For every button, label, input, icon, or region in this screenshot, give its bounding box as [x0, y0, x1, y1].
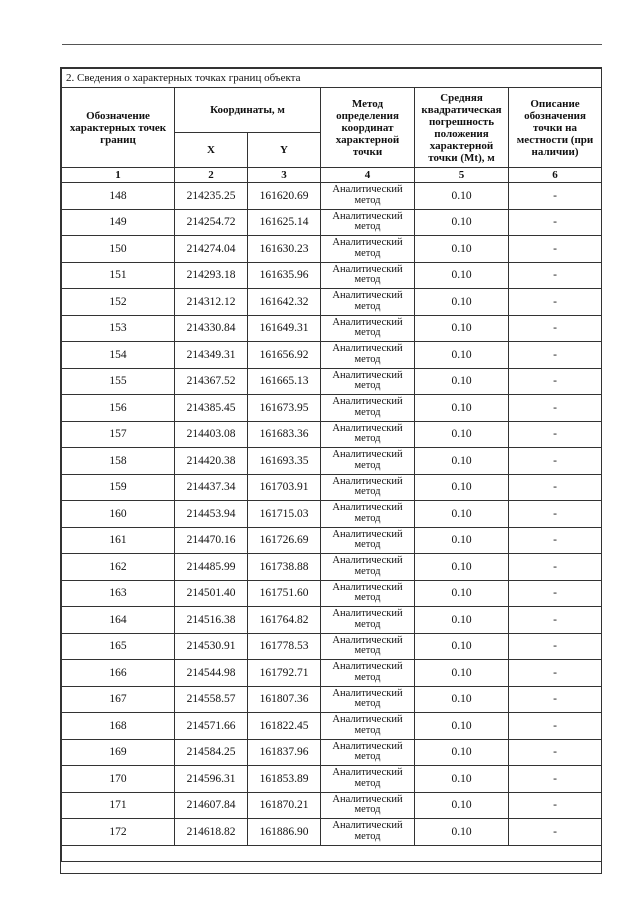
point-number-cell: 150	[62, 236, 175, 263]
method-line-2: метод	[354, 380, 381, 392]
header-method: Метод определения координат характерной точки	[321, 88, 415, 168]
description-cell: -	[509, 527, 602, 554]
x-coordinate-cell: 214437.34	[175, 474, 248, 501]
description-cell: -	[509, 315, 602, 342]
points-table-frame	[60, 67, 602, 874]
point-number-cell: 152	[62, 289, 175, 316]
y-coordinate-cell: 161649.31	[248, 315, 321, 342]
x-coordinate-cell: 214596.31	[175, 766, 248, 793]
method-line-2: метод	[354, 459, 381, 471]
description-cell: -	[509, 395, 602, 422]
description-cell: -	[509, 448, 602, 475]
method-line-2: метод	[354, 539, 381, 551]
y-coordinate-cell: 161778.53	[248, 633, 321, 660]
method-cell	[321, 607, 415, 634]
point-number-cell: 157	[62, 421, 175, 448]
accuracy-cell: 0.10	[415, 368, 509, 395]
method-line-2: метод	[354, 698, 381, 710]
description-cell: -	[509, 739, 602, 766]
method-cell	[321, 660, 415, 687]
point-number-cell: 158	[62, 448, 175, 475]
method-cell	[321, 633, 415, 660]
accuracy-cell: 0.10	[415, 607, 509, 634]
table-row	[62, 686, 602, 713]
x-coordinate-cell: 214420.38	[175, 448, 248, 475]
method-cell	[321, 368, 415, 395]
method-line-1: Аналитический	[332, 555, 403, 567]
method-line-2: метод	[354, 592, 381, 604]
method-line-2: метод	[354, 353, 381, 365]
description-cell: -	[509, 474, 602, 501]
accuracy-cell: 0.10	[415, 501, 509, 528]
column-number: 6	[509, 168, 602, 183]
method-line-2: метод	[354, 274, 381, 286]
y-coordinate-cell: 161853.89	[248, 766, 321, 793]
x-coordinate-cell: 214584.25	[175, 739, 248, 766]
method-line-1: Аналитический	[332, 528, 403, 540]
method-cell	[321, 580, 415, 607]
x-coordinate-cell: 214501.40	[175, 580, 248, 607]
table-row	[62, 501, 602, 528]
description-cell: -	[509, 342, 602, 369]
y-coordinate-cell: 161656.92	[248, 342, 321, 369]
method-line-2: метод	[354, 247, 381, 259]
point-number-cell: 163	[62, 580, 175, 607]
table-row	[62, 236, 602, 263]
table-row	[62, 209, 602, 236]
x-coordinate-cell: 214254.72	[175, 209, 248, 236]
column-number: 5	[415, 168, 509, 183]
method-line-1: Аналитический	[332, 634, 403, 646]
table-row	[62, 713, 602, 740]
header-coordinates: Координаты, м	[175, 88, 321, 133]
accuracy-cell: 0.10	[415, 474, 509, 501]
y-coordinate-cell: 161683.36	[248, 421, 321, 448]
point-number-cell: 154	[62, 342, 175, 369]
y-coordinate-cell: 161837.96	[248, 739, 321, 766]
table-row	[62, 342, 602, 369]
x-coordinate-cell: 214485.99	[175, 554, 248, 581]
method-line-1: Аналитический	[332, 343, 403, 355]
point-number-cell: 155	[62, 368, 175, 395]
table-row	[62, 474, 602, 501]
method-cell	[321, 527, 415, 554]
y-coordinate-cell: 161870.21	[248, 792, 321, 819]
point-number-cell: 172	[62, 819, 175, 846]
accuracy-cell: 0.10	[415, 209, 509, 236]
method-line-1: Аналитический	[332, 263, 403, 275]
table-row	[62, 527, 602, 554]
method-cell	[321, 448, 415, 475]
accuracy-cell: 0.10	[415, 289, 509, 316]
table-row	[62, 395, 602, 422]
y-coordinate-cell: 161738.88	[248, 554, 321, 581]
x-coordinate-cell: 214349.31	[175, 342, 248, 369]
method-line-1: Аналитический	[332, 422, 403, 434]
method-cell	[321, 713, 415, 740]
accuracy-cell: 0.10	[415, 421, 509, 448]
point-number-cell: 165	[62, 633, 175, 660]
accuracy-cell: 0.10	[415, 315, 509, 342]
points-table-body	[62, 183, 602, 846]
x-coordinate-cell: 214235.25	[175, 183, 248, 210]
method-line-1: Аналитический	[332, 767, 403, 779]
y-coordinate-cell: 161673.95	[248, 395, 321, 422]
description-cell: -	[509, 554, 602, 581]
method-line-2: метод	[354, 433, 381, 445]
method-line-2: метод	[354, 194, 381, 206]
description-cell: -	[509, 580, 602, 607]
table-row	[62, 183, 602, 210]
method-line-1: Аналитический	[332, 661, 403, 673]
point-number-cell: 169	[62, 739, 175, 766]
accuracy-cell: 0.10	[415, 554, 509, 581]
method-line-2: метод	[354, 671, 381, 683]
description-cell: -	[509, 236, 602, 263]
method-line-2: метод	[354, 830, 381, 842]
description-cell: -	[509, 368, 602, 395]
method-line-1: Аналитический	[332, 184, 403, 196]
boundary-points-table	[61, 68, 602, 862]
y-coordinate-cell: 161620.69	[248, 183, 321, 210]
x-coordinate-cell: 214470.16	[175, 527, 248, 554]
table-row	[62, 792, 602, 819]
x-coordinate-cell: 214274.04	[175, 236, 248, 263]
x-coordinate-cell: 214516.38	[175, 607, 248, 634]
table-row	[62, 580, 602, 607]
point-number-cell: 168	[62, 713, 175, 740]
accuracy-cell: 0.10	[415, 183, 509, 210]
method-line-2: метод	[354, 618, 381, 630]
column-number: 2	[175, 168, 248, 183]
method-line-1: Аналитический	[332, 210, 403, 222]
method-line-2: метод	[354, 751, 381, 763]
y-coordinate-cell: 161635.96	[248, 262, 321, 289]
y-coordinate-cell: 161886.90	[248, 819, 321, 846]
method-line-2: метод	[354, 565, 381, 577]
method-line-1: Аналитический	[332, 502, 403, 514]
y-coordinate-cell: 161642.32	[248, 289, 321, 316]
method-line-2: метод	[354, 804, 381, 816]
method-cell	[321, 342, 415, 369]
method-cell	[321, 739, 415, 766]
method-cell	[321, 289, 415, 316]
point-number-cell: 159	[62, 474, 175, 501]
section-title: 2. Сведения о характерных точках границ объекта	[62, 69, 602, 88]
method-line-1: Аналитический	[332, 449, 403, 461]
x-coordinate-cell: 214293.18	[175, 262, 248, 289]
accuracy-cell: 0.10	[415, 686, 509, 713]
header-description: Описание обозначения точки на местности (при наличии)	[509, 88, 602, 168]
column-number: 1	[62, 168, 175, 183]
table-row	[62, 448, 602, 475]
x-coordinate-cell: 214607.84	[175, 792, 248, 819]
table-row	[62, 607, 602, 634]
method-cell	[321, 501, 415, 528]
description-cell: -	[509, 289, 602, 316]
point-number-cell: 161	[62, 527, 175, 554]
accuracy-cell: 0.10	[415, 262, 509, 289]
accuracy-cell: 0.10	[415, 527, 509, 554]
method-line-1: Аналитический	[332, 793, 403, 805]
y-coordinate-cell: 161715.03	[248, 501, 321, 528]
accuracy-cell: 0.10	[415, 395, 509, 422]
x-coordinate-cell: 214330.84	[175, 315, 248, 342]
y-coordinate-cell: 161693.35	[248, 448, 321, 475]
accuracy-cell: 0.10	[415, 819, 509, 846]
header-y: Y	[248, 133, 321, 168]
accuracy-cell: 0.10	[415, 633, 509, 660]
y-coordinate-cell: 161726.69	[248, 527, 321, 554]
method-line-2: метод	[354, 724, 381, 736]
accuracy-cell: 0.10	[415, 660, 509, 687]
description-cell: -	[509, 713, 602, 740]
y-coordinate-cell: 161630.23	[248, 236, 321, 263]
method-line-1: Аналитический	[332, 290, 403, 302]
method-line-1: Аналитический	[332, 237, 403, 249]
y-coordinate-cell: 161792.71	[248, 660, 321, 687]
point-number-cell: 151	[62, 262, 175, 289]
x-coordinate-cell: 214453.94	[175, 501, 248, 528]
method-cell	[321, 474, 415, 501]
method-line-2: метод	[354, 777, 381, 789]
accuracy-cell: 0.10	[415, 739, 509, 766]
method-line-1: Аналитический	[332, 396, 403, 408]
table-row	[62, 421, 602, 448]
method-line-1: Аналитический	[332, 475, 403, 487]
x-coordinate-cell: 214618.82	[175, 819, 248, 846]
point-number-cell: 156	[62, 395, 175, 422]
x-coordinate-cell: 214403.08	[175, 421, 248, 448]
method-cell	[321, 792, 415, 819]
point-number-cell: 166	[62, 660, 175, 687]
point-number-cell: 171	[62, 792, 175, 819]
description-cell: -	[509, 819, 602, 846]
x-coordinate-cell: 214571.66	[175, 713, 248, 740]
method-line-2: метод	[354, 300, 381, 312]
method-cell	[321, 236, 415, 263]
description-cell: -	[509, 183, 602, 210]
table-row	[62, 289, 602, 316]
accuracy-cell: 0.10	[415, 713, 509, 740]
point-number-cell: 149	[62, 209, 175, 236]
x-coordinate-cell: 214558.57	[175, 686, 248, 713]
x-coordinate-cell: 214544.98	[175, 660, 248, 687]
y-coordinate-cell: 161764.82	[248, 607, 321, 634]
description-cell: -	[509, 421, 602, 448]
method-cell	[321, 262, 415, 289]
description-cell: -	[509, 262, 602, 289]
y-coordinate-cell: 161807.36	[248, 686, 321, 713]
method-line-1: Аналитический	[332, 608, 403, 620]
accuracy-cell: 0.10	[415, 766, 509, 793]
x-coordinate-cell: 214530.91	[175, 633, 248, 660]
page-top-rule	[62, 44, 602, 45]
point-number-cell: 160	[62, 501, 175, 528]
table-row	[62, 660, 602, 687]
method-line-1: Аналитический	[332, 740, 403, 752]
table-row	[62, 766, 602, 793]
description-cell: -	[509, 501, 602, 528]
method-line-1: Аналитический	[332, 316, 403, 328]
description-cell: -	[509, 607, 602, 634]
method-cell	[321, 315, 415, 342]
y-coordinate-cell: 161625.14	[248, 209, 321, 236]
point-number-cell: 162	[62, 554, 175, 581]
accuracy-cell: 0.10	[415, 792, 509, 819]
method-line-2: метод	[354, 645, 381, 657]
method-line-2: метод	[354, 486, 381, 498]
method-line-1: Аналитический	[332, 581, 403, 593]
column-number: 4	[321, 168, 415, 183]
point-number-cell: 148	[62, 183, 175, 210]
method-cell	[321, 686, 415, 713]
description-cell: -	[509, 209, 602, 236]
method-line-2: метод	[354, 512, 381, 524]
table-row	[62, 739, 602, 766]
method-line-2: метод	[354, 327, 381, 339]
method-line-1: Аналитический	[332, 687, 403, 699]
method-line-1: Аналитический	[332, 369, 403, 381]
table-row	[62, 262, 602, 289]
table-row	[62, 554, 602, 581]
method-cell	[321, 395, 415, 422]
column-number: 3	[248, 168, 321, 183]
table-row	[62, 819, 602, 846]
header-point-designation: Обозначение характерных точек границ	[62, 88, 175, 168]
description-cell: -	[509, 766, 602, 793]
method-line-2: метод	[354, 406, 381, 418]
method-cell	[321, 183, 415, 210]
point-number-cell: 164	[62, 607, 175, 634]
y-coordinate-cell: 161665.13	[248, 368, 321, 395]
header-x: X	[175, 133, 248, 168]
method-line-1: Аналитический	[332, 820, 403, 832]
x-coordinate-cell: 214312.12	[175, 289, 248, 316]
description-cell: -	[509, 660, 602, 687]
x-coordinate-cell: 214367.52	[175, 368, 248, 395]
y-coordinate-cell: 161703.91	[248, 474, 321, 501]
point-number-cell: 153	[62, 315, 175, 342]
table-empty-row	[62, 845, 602, 861]
table-row	[62, 368, 602, 395]
point-number-cell: 167	[62, 686, 175, 713]
description-cell: -	[509, 686, 602, 713]
point-number-cell: 170	[62, 766, 175, 793]
description-cell: -	[509, 633, 602, 660]
accuracy-cell: 0.10	[415, 236, 509, 263]
table-row	[62, 315, 602, 342]
method-cell	[321, 819, 415, 846]
method-cell	[321, 209, 415, 236]
table-row	[62, 633, 602, 660]
y-coordinate-cell: 161822.45	[248, 713, 321, 740]
method-line-2: метод	[354, 221, 381, 233]
description-cell: -	[509, 792, 602, 819]
accuracy-cell: 0.10	[415, 342, 509, 369]
method-cell	[321, 554, 415, 581]
y-coordinate-cell: 161751.60	[248, 580, 321, 607]
method-cell	[321, 421, 415, 448]
header-accuracy: Средняя квадратическая погрешность положения характерной точки (Mt), м	[415, 88, 509, 168]
method-line-1: Аналитический	[332, 714, 403, 726]
accuracy-cell: 0.10	[415, 580, 509, 607]
accuracy-cell: 0.10	[415, 448, 509, 475]
method-cell	[321, 766, 415, 793]
x-coordinate-cell: 214385.45	[175, 395, 248, 422]
